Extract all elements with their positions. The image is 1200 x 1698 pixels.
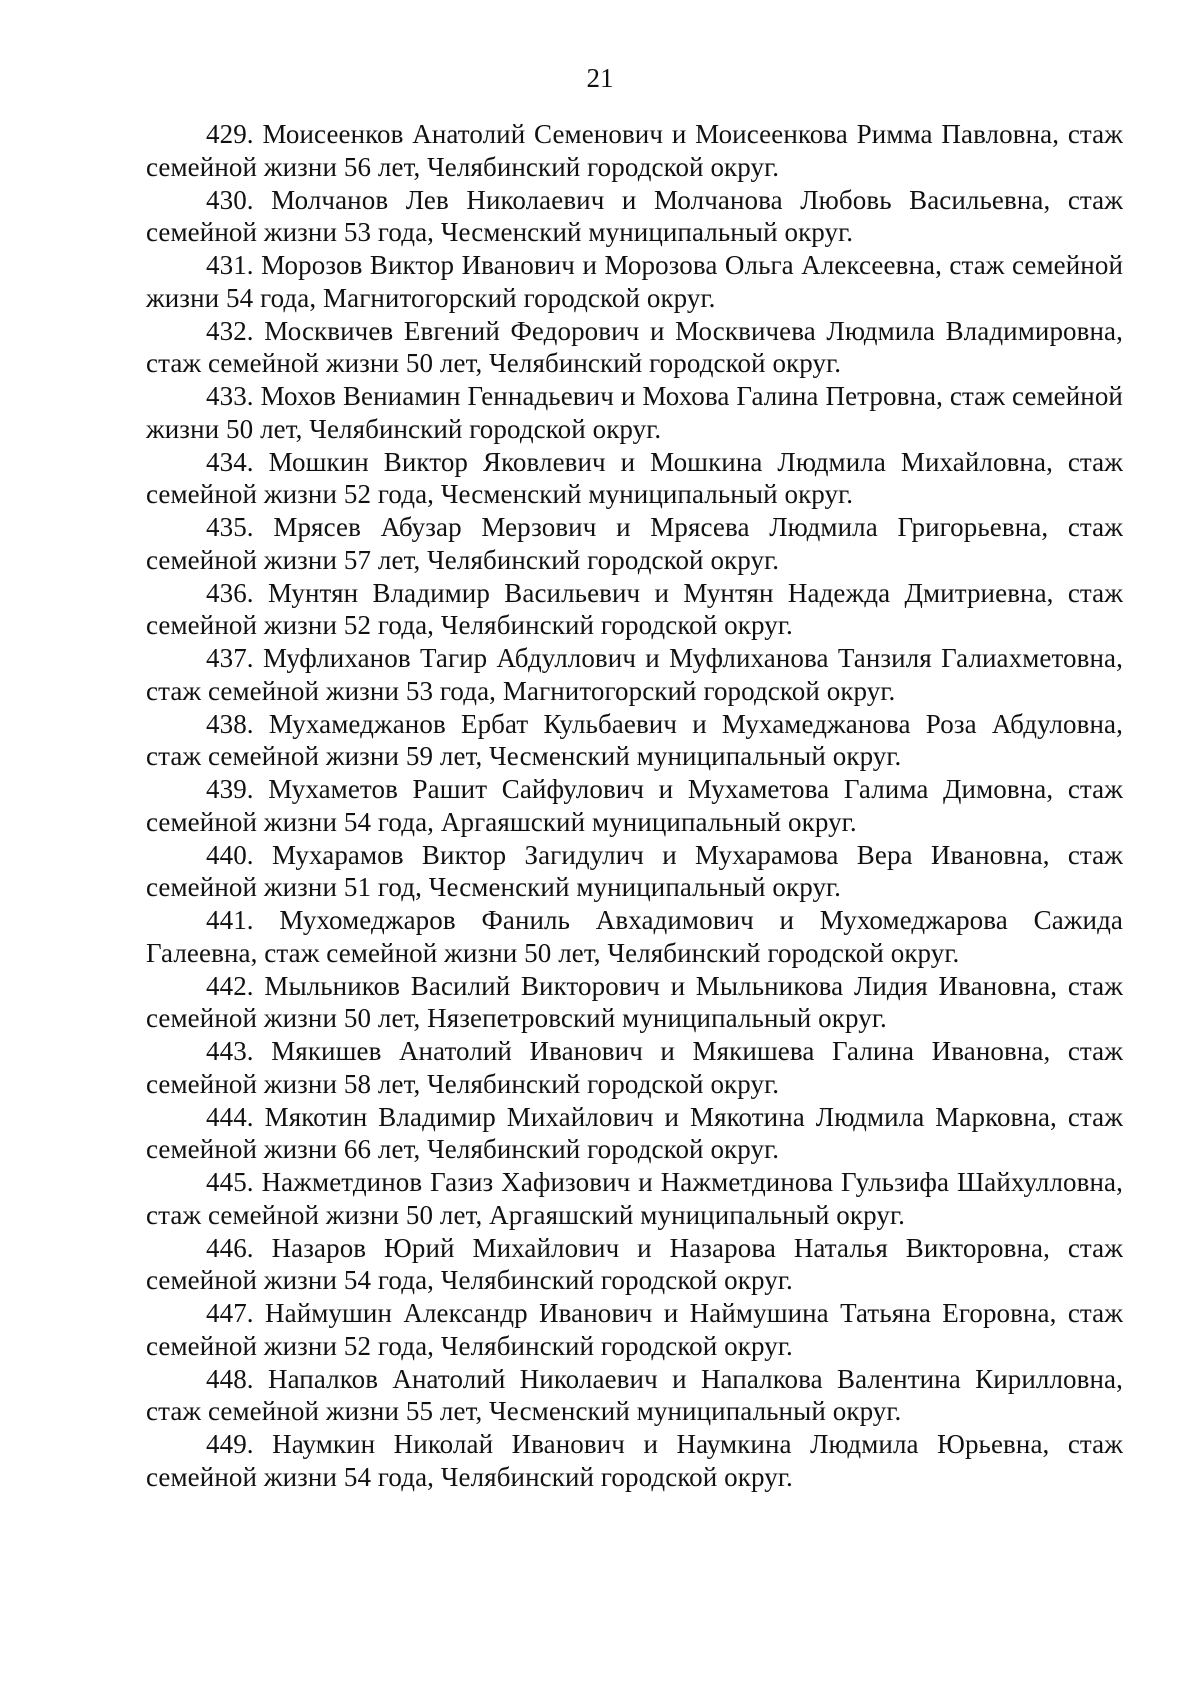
entry-text: Мыльников Василий Викторович и Мыльникова Лидия Ивановна, стаж семейной жизни 50 лет, Нязепетровский муниципальный округ. — [146, 970, 1123, 1033]
entry-text: Моисеенков Анатолий Семенович и Моисеенкова Римма Павловна, стаж семейной жизни 56 лет, Челябинский городской округ. — [146, 119, 1123, 182]
entry-number: 429. — [206, 119, 254, 149]
list-item — [146, 1428, 1123, 1493]
entry-text: Мякотин Владимир Михайлович и Мякотина Людмила Марковна, стаж семейной жизни 66 лет, Челябинский городской округ. — [146, 1101, 1123, 1164]
entry-text: Мякишев Анатолий Иванович и Мякишева Галина Ивановна, стаж семейной жизни 58 лет, Челябинский городской округ. — [146, 1036, 1123, 1099]
entry-number: 448. — [206, 1363, 254, 1394]
entry-number: 447. — [206, 1298, 254, 1328]
entry-text: Наумкин Николай Иванович и Наумкина Людмила Юрьевна, стаж семейной жизни 54 года, Челябинский городской округ. — [146, 1429, 1123, 1492]
entry-number: 449. — [206, 1429, 254, 1459]
award-list — [146, 118, 1123, 1494]
list-item — [146, 249, 1123, 314]
entry-text: Мохов Вениамин Геннадьевич и Мохова Галина Петровна, стаж семейной жизни 50 лет, Челябинский городской округ. — [146, 381, 1123, 444]
entry-number: 436. — [206, 577, 254, 608]
list-item — [146, 118, 1123, 183]
entry-number: 445. — [206, 1167, 254, 1197]
entry-text: Назаров Юрий Михайлович и Назарова Наталья Викторовна, стаж семейной жизни 54 года, Челябинский городской округ. — [146, 1232, 1123, 1295]
entry-text: Нажметдинов Газиз Хафизович и Нажметдинова Гульзифа Шайхулловна, стаж семейной жизни 50 лет, Аргаяшский муниципальный округ. — [146, 1167, 1123, 1230]
entry-number: 432. — [206, 315, 254, 346]
entry-number: 446. — [206, 1232, 254, 1263]
list-item — [146, 1232, 1123, 1297]
entry-number: 437. — [206, 643, 254, 673]
entry-text: Мухомеджаров Фаниль Авхадимович и Мухомеджарова Сажида Галеевна, стаж семейной жизни 50 лет, Челябинский городской округ. — [146, 905, 1123, 968]
list-item — [146, 1297, 1123, 1362]
list-item — [146, 1166, 1123, 1231]
list-item — [146, 708, 1123, 773]
entry-number: 435. — [206, 512, 254, 542]
list-item — [146, 970, 1123, 1035]
list-item — [146, 184, 1123, 249]
entry-number: 439. — [206, 774, 254, 804]
entry-number: 431. — [206, 250, 254, 280]
entry-text: Мрясев Абузар Мерзович и Мрясева Людмила Григорьевна, стаж семейной жизни 57 лет, Челябинский городской округ. — [146, 512, 1124, 575]
entry-text: Морозов Виктор Иванович и Морозова Ольга Алексеевна, стаж семейной жизни 54 года, Магнитогорский городской округ. — [146, 250, 1124, 313]
entry-number: 434. — [206, 446, 254, 477]
entry-number: 430. — [206, 184, 254, 215]
list-item — [146, 1101, 1123, 1166]
entry-number: 438. — [206, 708, 254, 739]
page-number: 21 — [586, 63, 614, 93]
list-item — [146, 511, 1123, 576]
list-item — [146, 380, 1123, 445]
entry-text: Муфлиханов Тагир Абдуллович и Муфлиханова Танзиля Галиахметовна, стаж семейной жизни 53 года, Магнитогорский городской округ. — [146, 643, 1123, 706]
entry-text: Молчанов Лев Николаевич и Молчанова Любовь Васильевна, стаж семейной жизни 53 года, Чесменский муниципальный округ. — [146, 184, 1123, 247]
list-item — [146, 446, 1123, 511]
entry-number: 433. — [206, 381, 254, 411]
list-item — [146, 577, 1123, 642]
entry-text: Напалков Анатолий Николаевич и Напалкова Валентина Кирилловна, стаж семейной жизни 55 лет, Чесменский муниципальный округ. — [146, 1363, 1123, 1426]
entry-number: 444. — [206, 1101, 254, 1132]
entry-number: 442. — [206, 970, 254, 1001]
list-item — [146, 1363, 1123, 1428]
list-item — [146, 315, 1123, 380]
entry-number: 441. — [206, 905, 254, 935]
entry-number: 440. — [206, 839, 254, 870]
entry-text: Наймушин Александр Иванович и Наймушина Татьяна Егоровна, стаж семейной жизни 52 года, Челябинский городской округ. — [146, 1298, 1123, 1361]
list-item — [146, 1035, 1123, 1100]
entry-text: Мунтян Владимир Васильевич и Мунтян Надежда Дмитриевна, стаж семейной жизни 52 года, Челябинский городской округ. — [146, 577, 1123, 640]
entry-text: Мухамеджанов Ербат Кульбаевич и Мухамеджанова Роза Абдуловна, стаж семейной жизни 59 лет, Чесменский муниципальный округ. — [146, 708, 1123, 771]
entry-number: 443. — [206, 1036, 254, 1066]
list-item — [146, 773, 1123, 838]
list-item — [146, 839, 1123, 904]
entry-text: Мухарамов Виктор Загидулич и Мухарамова Вера Ивановна, стаж семейной жизни 51 год, Чесменский муниципальный округ. — [146, 839, 1123, 902]
entry-text: Мошкин Виктор Яковлевич и Мошкина Людмила Михайловна, стаж семейной жизни 52 года, Чесменский муниципальный округ. — [146, 446, 1123, 509]
list-item — [146, 904, 1123, 969]
entry-text: Москвичев Евгений Федорович и Москвичева Людмила Владимировна, стаж семейной жизни 50 лет, Челябинский городской округ. — [146, 315, 1123, 378]
entry-text: Мухаметов Рашит Сайфулович и Мухаметова Галима Димовна, стаж семейной жизни 54 года, Аргаяшский муниципальный округ. — [146, 774, 1123, 837]
list-item — [146, 642, 1123, 707]
